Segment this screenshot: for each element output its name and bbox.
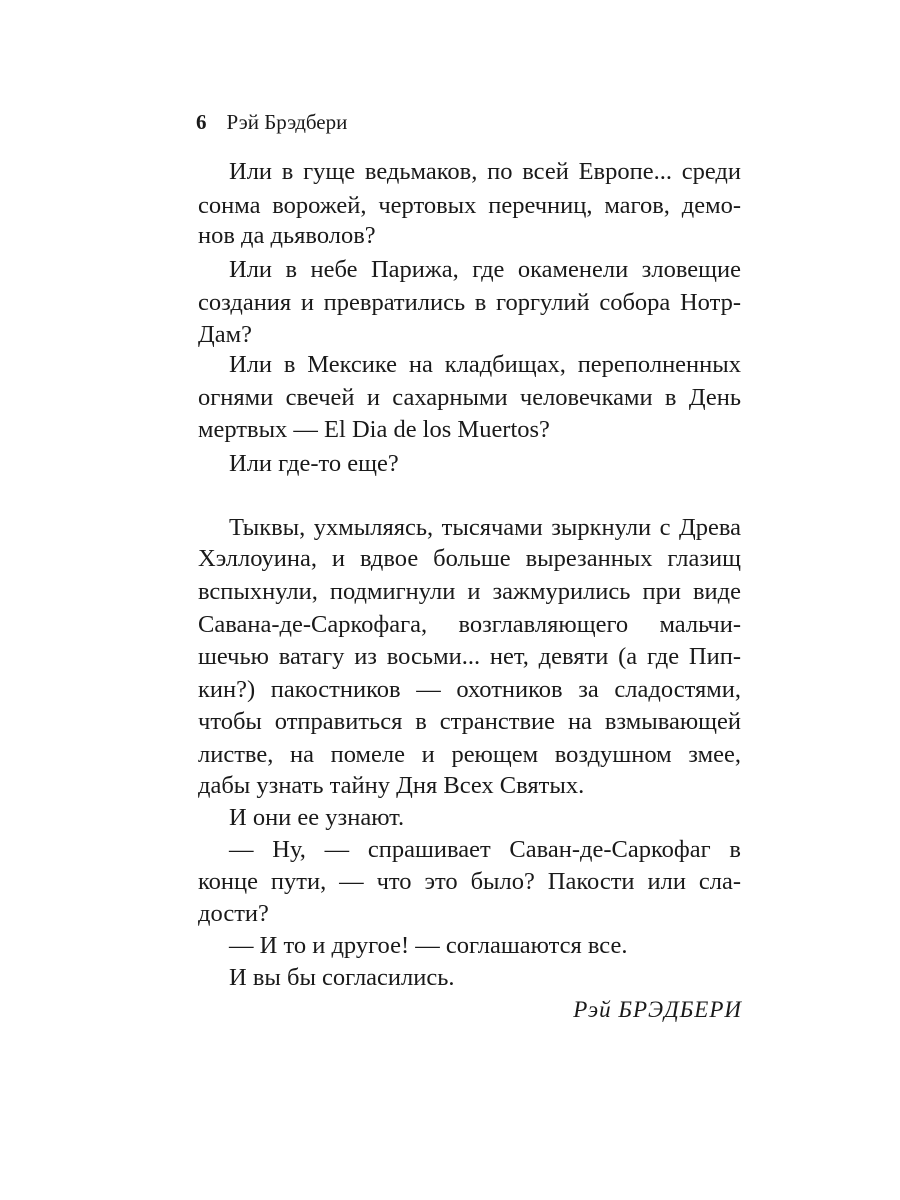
text-line: дости? [198, 900, 269, 927]
running-title: Рэй Брэдбери [226, 110, 348, 134]
text-line: И вы бы согласились. [229, 964, 455, 991]
page-header [196, 108, 347, 136]
text-line: Или в Мексике на кладбищах, переполненных [229, 351, 741, 378]
text-line: нов да дьяволов? [198, 222, 376, 249]
text-line: Дам? [198, 321, 252, 348]
text-line: конце пути, — что это было? Пакости или сла- [198, 868, 741, 895]
text-line: чтобы отправиться в странствие на взмывающей [198, 708, 741, 735]
text-line: листве, на помеле и реющем воздушном змее, [198, 741, 741, 768]
author-signature: Рэй БРЭДБЕРИ [573, 997, 742, 1022]
text-line: Или где-то еще? [229, 450, 399, 477]
text-line: шечью ватагу из восьми... нет, девяти (а где Пип- [198, 643, 741, 670]
text-line: огнями свечей и сахарными человечками в День [198, 384, 741, 411]
text-line: И они ее узнают. [229, 804, 405, 831]
text-line: вспыхнули, подмигнули и зажмурились при виде [198, 578, 741, 605]
text-line: Или в небе Парижа, где окаменели зловещие [229, 256, 741, 283]
text-line: — И то и другое! — соглашаются все. [229, 932, 628, 959]
text-line: Хэллоуина, и вдвое больше вырезанных глазищ [198, 545, 741, 572]
text-line: сонма ворожей, чертовых перечниц, магов, демо- [198, 192, 741, 219]
text-line: дабы узнать тайну Дня Всех Святых. [198, 772, 585, 799]
text-line: — Ну, — спрашивает Саван-де-Саркофаг в [229, 836, 741, 863]
page-number: 6 [196, 110, 207, 134]
text-line: мертвых — El Dia de los Muertos? [198, 416, 550, 443]
text-line: Или в гуще ведьмаков, по всей Европе... среди [229, 158, 741, 185]
text-line: Савана-де-Саркофага, возглавляющего мальчи- [198, 611, 741, 638]
text-line: создания и превратились в горгулий собора Нотр- [198, 289, 741, 316]
text-line: кин?) пакостников — охотников за сладостями, [198, 676, 741, 703]
text-line: Тыквы, ухмыляясь, тысячами зыркнули с Древа [229, 514, 741, 541]
